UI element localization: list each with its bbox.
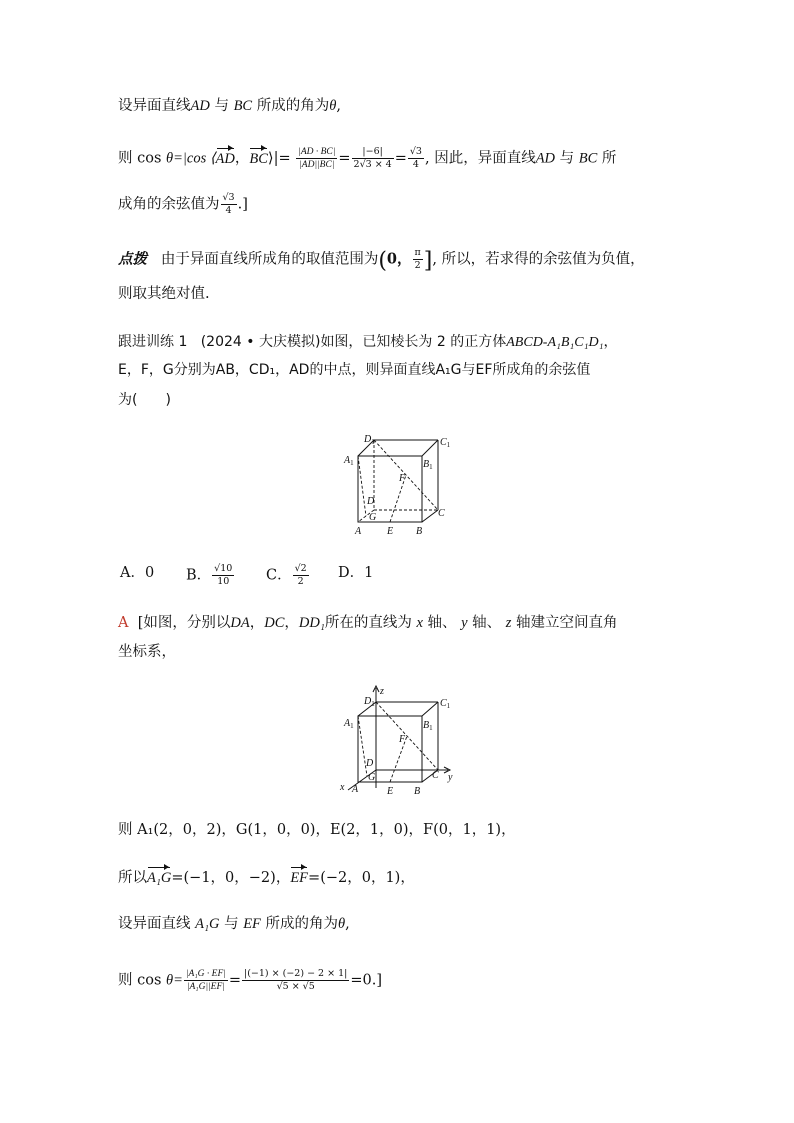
label-d: D (367, 496, 375, 507)
option-b[interactable]: B． $\frac{√10}{10}$ (186, 563, 233, 587)
frac2-num: |−6| (352, 146, 394, 159)
label-b1: $B_1$ (423, 459, 433, 471)
fraction-result (221, 192, 237, 217)
fraction-dot-product (296, 146, 337, 171)
exercise-line-1 (118, 332, 617, 353)
coords-line: 则 A₁(2，0，2)，G(1，0，0)，E(2，1，0)，F(0，1，1)， (118, 822, 516, 838)
line-dd1: DD₁ (298, 615, 325, 631)
answer-text: 轴建立空间直角 (516, 615, 618, 631)
option-c-num: √2 (294, 563, 307, 574)
vector-a1g: A₁G (147, 870, 172, 886)
label-d: D (366, 758, 374, 769)
and-text: 与 (559, 150, 575, 167)
frac-den: 4 (225, 205, 232, 216)
fraction-value: $\frac{|(-1) \times (-2) - 2 \times 1|}{√5 \times √5}$ (244, 968, 348, 992)
label-a1: $A_1$ (344, 455, 354, 467)
label-b1: $B_1$ (423, 720, 433, 732)
comma: , (336, 98, 341, 114)
label-b: B (416, 526, 423, 537)
vector-a1g-value: =(−1，0，−2)， (171, 870, 291, 886)
close-bracket: ⟩|= (267, 150, 291, 167)
line-da: DA (230, 615, 250, 631)
frac3-num: √3 (409, 146, 422, 157)
fraction-value (352, 146, 394, 171)
label-e: E (387, 526, 394, 537)
cos-prefix: 则 cos (118, 150, 162, 167)
label-e: E (387, 786, 394, 796)
cos-prefix: 则 cos (118, 972, 162, 989)
option-a[interactable]: A．0 (120, 565, 155, 581)
fraction-result (408, 146, 424, 171)
assume-line-2: 设异面直线 A₁G 与 EF 所成的角为θ, (118, 916, 350, 932)
label-y: y (448, 772, 453, 783)
label-a: A (352, 784, 359, 795)
label-x: x (340, 782, 345, 793)
line-ef: EF (243, 916, 261, 932)
equals: = (338, 150, 351, 167)
option-b-den: 10 (217, 576, 230, 587)
label-z: z (380, 686, 384, 697)
label-c1: $C_1$ (440, 698, 451, 710)
label-c: C (438, 508, 445, 519)
vectors-line (118, 868, 415, 888)
exercise-line-2: E，F，G分别为AB，CD₁，AD的中点，则异面直线A₁G与EF所成角的余弦值 (118, 362, 591, 378)
cube-figure-2 (336, 684, 460, 796)
line-dc: DC (264, 615, 285, 631)
therefore-text: , 因此，异面直线 (424, 150, 536, 167)
suffix-text: 所 (601, 150, 617, 167)
fraction-dot-product: $\frac{\text{|A₁G · EF|}}{\text{|A₁G||EF|}}$ (185, 969, 226, 992)
exercise-source: (2024 • 大庆模拟) (200, 334, 321, 350)
tip-line-2: 则取其绝对值. (118, 286, 210, 302)
axis-z: z (505, 615, 512, 631)
frac2-den: 2√3 × 4 (353, 159, 392, 170)
range-zero: 0， (386, 250, 412, 268)
assume-line (118, 96, 341, 116)
cos-calc-line (118, 146, 616, 171)
line-bc: BC (233, 98, 253, 114)
angle-text: 所成的角为 (256, 98, 330, 114)
final-line: 则 cos θ= $\frac{\text{|A₁G · EF|}}{\text{|A₁G||EF|}}$ = $\frac{|(-1) \times (-2) - 2 \times 1|}{√5 \times √5}$ =0.] (118, 968, 382, 992)
vector-ef-value: =(−2，0，1)， (308, 870, 415, 886)
line-a1g: A₁G (195, 916, 220, 932)
label-d1: $D_1$ (364, 696, 375, 708)
line-ad: AD (190, 98, 210, 114)
equals: = (394, 150, 407, 167)
tip-text: 由于异面直线所成角的取值范围为 (160, 251, 379, 268)
label-a: A (355, 526, 362, 537)
label-b: B (414, 786, 421, 796)
answer-line-2: 坐标系， (118, 644, 176, 660)
option-c[interactable]: C． $\frac{√2}{2}$ (266, 563, 307, 587)
tip-text: , 所以，若求得的余弦值为负值， (432, 251, 645, 268)
vec-sep: ， (234, 150, 250, 167)
and-text: 与 (214, 98, 229, 114)
cos-abs: θ=|cos ⟨ (166, 150, 216, 167)
result-text: 成角的余弦值为 (118, 196, 220, 213)
final-result: =0.] (350, 972, 382, 989)
paren-open: ( (378, 248, 387, 274)
vectors-prefix: 所以 (118, 870, 147, 886)
vector-ef: EF (290, 870, 309, 886)
vector-ad: AD (215, 150, 235, 167)
theta: θ (338, 916, 346, 932)
exercise-text: 如图，已知棱长为 2 的正方体 (320, 334, 507, 350)
label-a1: $A_1$ (344, 718, 354, 730)
option-d[interactable]: D．1 (338, 565, 374, 581)
frac-den: |AD||BC| (299, 160, 335, 170)
cos-result-line (118, 192, 248, 217)
theta-eq: θ= (166, 972, 183, 989)
frac-num: √3 (222, 192, 235, 203)
label-c: C (432, 770, 439, 781)
fraction-pi-2 (413, 247, 423, 272)
option-c-den: 2 (297, 576, 304, 587)
line-ad: AD (535, 150, 556, 167)
answer-line-1: A [如图，分别以DA，DC，DD₁所在的直线为 x 轴、 y 轴、 z 轴建立空间直角 (118, 615, 618, 631)
label-f: F (399, 734, 406, 745)
answer-text: [如图，分别以 (137, 615, 231, 631)
frac3-den: 4 (412, 159, 419, 170)
exercise-label: 跟进训练 1 (118, 334, 188, 350)
axis-x: x (416, 615, 423, 631)
end-bracket: .] (237, 196, 248, 213)
frac-num: |AD · BC| (298, 147, 336, 157)
exercise-line-3: 为( ) (118, 392, 171, 408)
tip-label: 点拨 (118, 251, 147, 268)
vector-bc: BC (249, 150, 268, 167)
axis-y: y (461, 615, 468, 631)
cube-figure-1 (336, 432, 460, 538)
label-d1: $D_1$ (364, 434, 375, 446)
option-b-num: √10 (214, 563, 233, 574)
answer-text: 所在的直线为 (324, 615, 412, 631)
bracket-close: ] (423, 248, 433, 274)
label-g: G (368, 772, 376, 783)
theta: θ (329, 98, 337, 114)
comma: ， (603, 334, 618, 350)
assume-text: 设异面直线 (118, 98, 191, 114)
tip-line-1 (118, 247, 645, 272)
label-c1: $C_1$ (440, 437, 451, 449)
cube-name: ABCD-A₁B₁C₁D₁ (506, 335, 604, 350)
pi-den: 2 (414, 260, 421, 271)
label-f: F (399, 473, 406, 484)
pi-num: π (414, 247, 421, 258)
label-g: G (369, 512, 377, 523)
line-bc: BC (578, 150, 598, 167)
answer-letter: A (118, 615, 129, 631)
